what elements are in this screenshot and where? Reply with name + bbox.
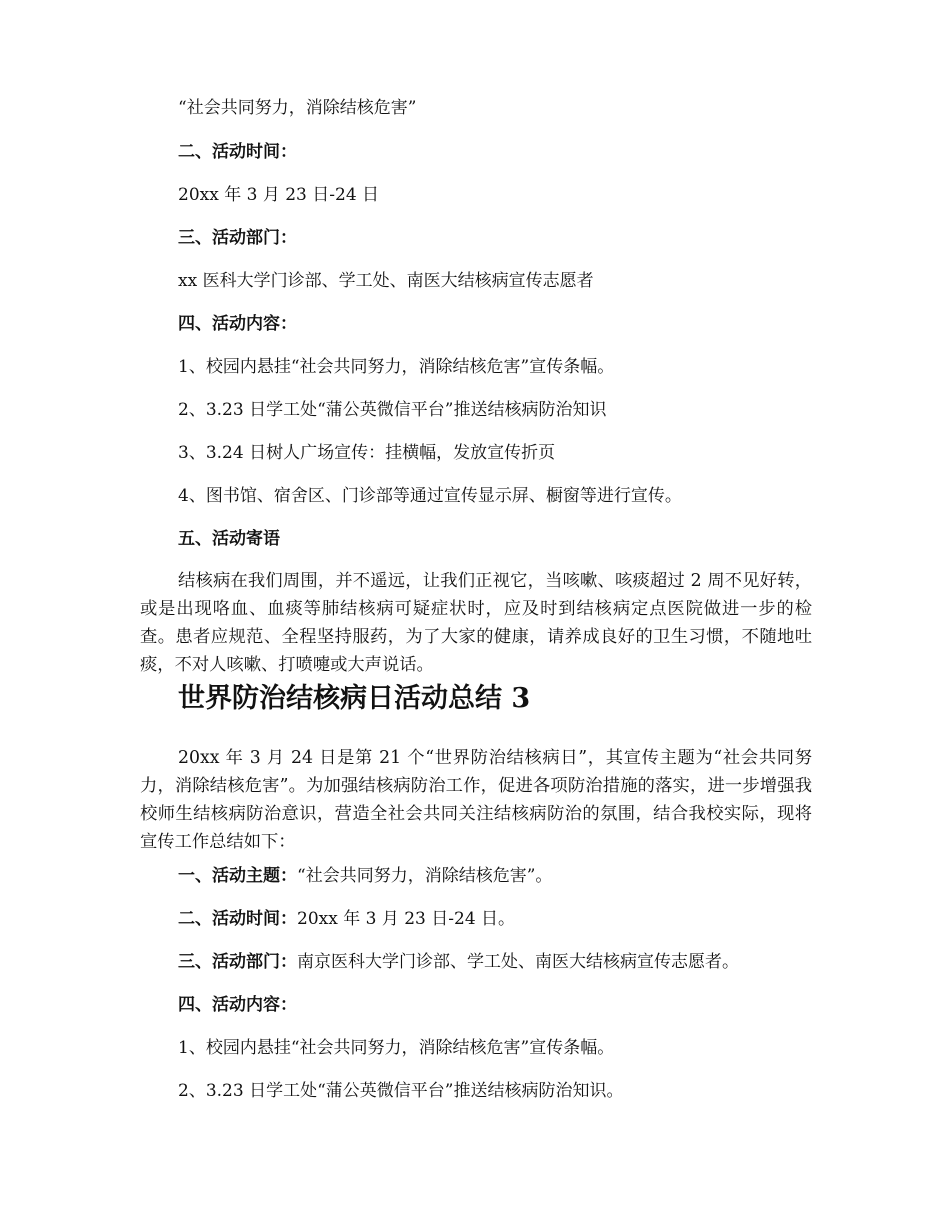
summary-department-line [178,952,739,972]
activity-content-item-1: 1、校园内悬挂“社会共同努力，消除结核危害”宣传条幅。 [178,357,615,377]
summary-theme-value: “社会共同努力，消除结核危害”。 [297,866,553,886]
activity-theme-line: “社会共同努力，消除结核危害” [178,98,417,118]
activity-time-value: 20xx 年 3 月 23 日-24 日 [178,185,380,205]
activity-time-label: 二、活动时间： [178,142,297,162]
summary-theme-line [178,866,552,886]
section-title: 世界防治结核病日活动总结 3 [178,683,531,714]
activity-department-value: xx 医科大学门诊部、学工处、南医大结核病宣传志愿者 [178,271,594,291]
activity-message-label: 五、活动寄语 [178,529,280,549]
summary-department-label: 三、活动部门： [178,952,297,972]
summary-time-label: 二、活动时间： [178,909,297,929]
activity-content-label: 四、活动内容： [178,314,297,334]
summary-content-label: 四、活动内容： [178,995,297,1015]
summary-content-item-1: 1、校园内悬挂“社会共同努力，消除结核危害”宣传条幅。 [178,1038,615,1058]
summary-intro-paragraph: 20xx 年 3 月 24 日是第 21 个“世界防治结核病日”，其宣传主题为“社会共同努力，消除结核危害”。为加强结核病防治工作，促进各项防治措施的落实，进一步增强我校师生结核病防治意识，营造全社会共同关注结核病防治的氛围，结合我校实际，现将宣传工作总结如下： [140,748,812,852]
activity-content-item-4: 4、图书馆、宿舍区、门诊部等通过宣传显示屏、橱窗等进行宣传。 [178,486,682,506]
summary-time-line [178,909,515,929]
summary-time-value: 20xx 年 3 月 23 日-24 日。 [297,909,516,929]
activity-message-paragraph: 结核病在我们周围，并不遥远，让我们正视它，当咳嗽、咳痰超过 2 周不见好转，或是出现咯血、血痰等肺结核病可疑症状时，应及时到结核病定点医院做进一步的检查。患者应规范、全程坚持服药，为了大家的健康，请养成良好的卫生习惯，不随地吐痰，不对人咳嗽、打喷嚏或大声说话。 [140,571,812,675]
activity-content-item-2: 2、3.23 日学工处“蒲公英微信平台”推送结核病防治知识 [178,400,607,420]
activity-content-item-3: 3、3.24 日树人广场宣传：挂横幅，发放宣传折页 [178,443,556,463]
summary-department-value: 南京医科大学门诊部、学工处、南医大结核病宣传志愿者。 [297,952,739,972]
activity-department-label: 三、活动部门： [178,228,297,248]
summary-theme-label: 一、活动主题： [178,866,297,886]
summary-content-item-2: 2、3.23 日学工处“蒲公英微信平台”推送结核病防治知识。 [178,1081,624,1101]
